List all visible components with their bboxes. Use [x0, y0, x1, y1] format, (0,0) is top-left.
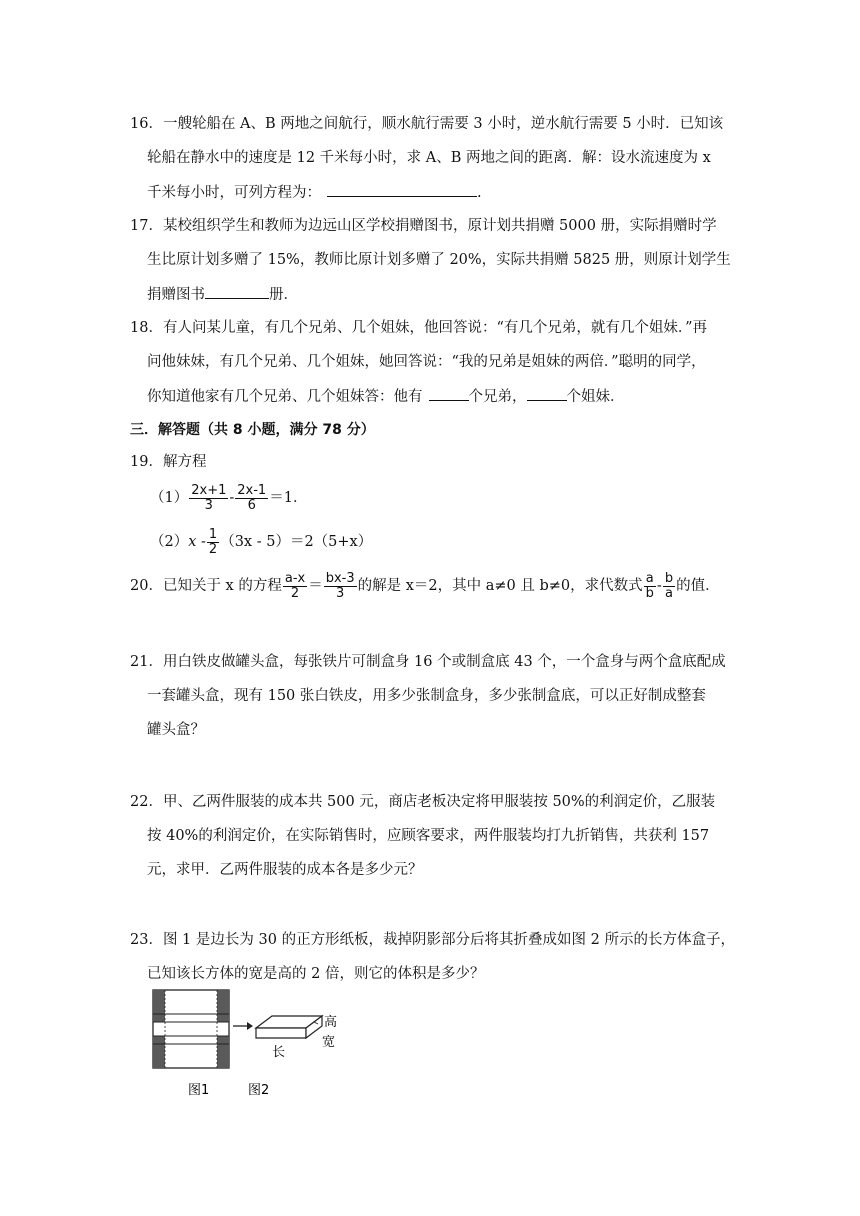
width-label: 宽 — [322, 1035, 336, 1050]
q19-part-1 — [150, 482, 307, 514]
question-20 — [130, 570, 720, 602]
fraction-bx-minus-3-over-3 — [324, 572, 357, 601]
answer-blank-q17[interactable] — [205, 284, 269, 299]
q17-line-3-end: 册． — [269, 287, 298, 303]
q21-line-2: 一套罐头盒，现有 150 张白铁皮，用多少张制盒身，多少张制盒底，可以正好制成整套 — [147, 688, 706, 704]
q17-line-2: 生比原计划多赠了 15%，教师比原计划多赠了 20%，实际共捐赠 5825 册，则原计划学生 — [147, 252, 731, 268]
fraction-denominator: a — [664, 585, 673, 601]
answer-blank-q18-sisters[interactable] — [527, 386, 567, 401]
arrow-icon — [233, 1022, 253, 1030]
figure-1-square-board — [153, 990, 229, 1068]
figure-1-label: 图1 — [188, 1083, 210, 1098]
figure-2-box — [256, 1016, 322, 1038]
q16-line-3-end: . — [477, 185, 482, 201]
fraction-denominator: 6 — [247, 497, 256, 513]
shaded-corner — [153, 1036, 165, 1068]
q23-line-2: 已知该长方体的宽是高的 2 倍，则它的体积是多少？ — [147, 966, 485, 982]
q20-text-a: 20．已知关于 x 的方程 — [130, 578, 282, 594]
fraction-numerator: 2x-1 — [237, 482, 267, 498]
q18-line-3 — [147, 386, 625, 407]
q16-line-1: 16．一艘轮船在 A、B 两地之间航行，顺水航行需要 3 小时，逆水航行需要 5 小时．已知该 — [130, 116, 724, 132]
q18-line-3-mid: 个兄弟， — [468, 389, 527, 405]
q23-line-1: 23．图 1 是边长为 30 的正方形纸板，裁掉阴影部分后将其折叠成如图 2 所示的长方体盒子， — [130, 932, 736, 948]
fraction-denominator: 2 — [290, 585, 300, 601]
fraction-denominator: b — [645, 585, 654, 601]
shaded-corner — [153, 990, 165, 1022]
q19-part-2-rest: （3x - 5）＝2（5+x） — [220, 534, 373, 550]
equals-sign: ＝ — [308, 578, 323, 594]
q18-line-3-text: 你知道他家有几个兄弟、几个姐妹答：他有 — [147, 389, 423, 405]
fraction-b-over-a — [663, 572, 675, 601]
q20-text-b: 的解是 x＝2，其中 a≠0 且 b≠0，求代数式 — [357, 578, 643, 594]
q22-line-3: 元，求甲．乙两件服装的成本各是多少元？ — [147, 862, 423, 878]
fraction-numerator: a — [644, 572, 656, 587]
q21-line-3: 罐头盒？ — [147, 722, 205, 738]
q18-line-2: 问他妹妹，有几个兄弟、几个姐妹，她回答说：“我的兄弟是姐妹的两倍．”聪明的同学， — [147, 354, 706, 370]
q21-line-1: 21．用白铁皮做罐头盒，每张铁片可制盒身 16 个或制盒底 43 个，一个盒身与两个盒底配成 — [130, 654, 726, 670]
fraction-a-minus-x-over-2 — [283, 572, 307, 601]
q19-part-2 — [150, 526, 372, 558]
fraction-numerator: bx-3 — [325, 570, 355, 586]
q19-part-2-x: x - — [188, 534, 206, 550]
fraction-numerator: b — [664, 570, 674, 586]
section-3-heading: 三．解答题（共 8 小题，满分 78 分） — [130, 422, 375, 438]
q18-line-3-end: 个姐妹． — [566, 389, 625, 405]
q16-line-3 — [147, 182, 482, 203]
fraction-denominator: 3 — [204, 497, 213, 513]
fraction-numerator: 1 — [208, 526, 218, 542]
fraction-2x-minus-1-over-6 — [235, 484, 268, 513]
figure-2-label: 图2 — [248, 1083, 270, 1098]
shaded-corner — [217, 1036, 229, 1068]
fraction-2x-plus-1-over-3 — [189, 484, 228, 513]
length-label: 长 — [272, 1045, 286, 1060]
fraction-numerator: 2x+1 — [191, 482, 227, 498]
fraction-denominator: 3 — [336, 585, 345, 601]
q22-line-1: 22．甲、乙两件服装的成本共 500 元，商店老板决定将甲服装按 50%的利润定价，乙服装 — [130, 794, 716, 810]
q19-part-2-label: （2） — [150, 534, 189, 550]
fraction-numerator: a-x — [284, 570, 306, 586]
q18-line-1: 18．有人问某儿童，有几个兄弟、几个姐妹，他回答说：“有几个兄弟，就有几个姐妹．”再 — [130, 320, 708, 336]
minus-sign: - — [229, 490, 235, 506]
q17-line-3 — [147, 284, 298, 305]
q16-line-2: 轮船在静水中的速度是 12 千米每小时，求 A、B 两地之间的距离．解：设水流速度为 x — [147, 150, 711, 166]
q19-part-1-label: （1） — [150, 490, 189, 506]
fraction-denominator: 2 — [208, 541, 218, 557]
shaded-corner — [217, 990, 229, 1022]
q19-title: 19．解方程 — [130, 454, 207, 470]
height-label: 高 — [324, 1015, 338, 1030]
q19-part-1-rest: ＝1． — [269, 490, 308, 506]
q17-line-3-text: 捐赠图书 — [147, 287, 205, 303]
q23-figures — [150, 988, 350, 1098]
q22-line-2: 按 40%的利润定价，在实际销售时，应顾客要求，两件服装均打九折销售，共获利 157 — [147, 828, 710, 844]
fraction-a-over-b — [644, 572, 656, 601]
q17-line-1: 17．某校组织学生和教师为边远山区学校捐赠图书，原计划共捐赠 5000 册，实际捐赠时学 — [130, 218, 717, 234]
q20-text-c: 的值． — [676, 578, 720, 594]
answer-blank-q16[interactable] — [327, 182, 477, 197]
minus-sign: - — [656, 578, 662, 594]
q16-line-3-text: 千米每小时，可列方程为： — [147, 185, 321, 201]
fraction-1-over-2 — [207, 528, 219, 557]
answer-blank-q18-brothers[interactable] — [429, 386, 469, 401]
